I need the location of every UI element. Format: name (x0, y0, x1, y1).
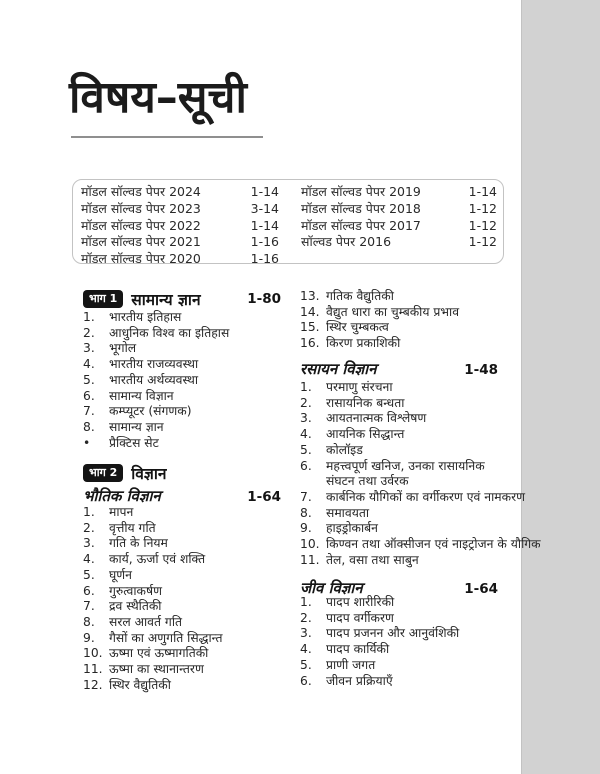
toc-item-number: 1. (300, 595, 312, 609)
toc-item-text: जीवन प्रक्रियाएँ (326, 673, 393, 688)
toc-item-text: तेल, वसा तथा साबुन (326, 552, 419, 567)
toc-item-number: 4. (83, 357, 95, 372)
toc-item (83, 357, 281, 373)
solved-paper-pages: 1-14 (250, 184, 279, 199)
toc-item-number: 11. (300, 552, 320, 567)
toc-item-number: 3. (83, 341, 95, 356)
toc-item-number: 2. (83, 325, 95, 340)
toc-item (83, 326, 281, 342)
toc-item (300, 595, 510, 611)
toc-item-number: 3. (300, 626, 312, 641)
toc-item (83, 420, 281, 436)
toc-item (300, 642, 510, 658)
toc-item-text: गैसों का अणुगति सिद्धान्त (109, 630, 223, 645)
toc-item-text: गतिक वैद्युतिकी (326, 289, 394, 303)
solved-paper-pages: 1-14 (468, 184, 497, 199)
content-column-left (83, 0, 281, 774)
toc-item-text: किरण प्रकाशिकी (326, 336, 401, 351)
toc-item-text: ऊष्मा का स्थानान्तरण (109, 662, 204, 677)
toc-item (300, 506, 510, 522)
toc-item (83, 310, 281, 326)
toc-item-text: सरल आवर्त गति (109, 614, 183, 629)
toc-item (83, 373, 281, 389)
toc-item (83, 552, 281, 568)
toc-item-number: 9. (83, 630, 95, 645)
toc-item (83, 505, 281, 521)
toc-item (83, 631, 281, 647)
toc-item-number: 1. (300, 380, 312, 394)
biology-title: जीव विज्ञान (300, 579, 363, 597)
toc-item-number: 1. (83, 310, 95, 324)
solved-paper-label: मॉडल सॉल्वड पेपर 2024 (81, 184, 201, 199)
toc-item-number: 1. (83, 505, 95, 519)
biology-list (300, 595, 510, 689)
part1-title: सामान्य ज्ञान (131, 291, 201, 309)
toc-item-text: आयतनात्मक विश्लेषण (326, 411, 427, 426)
toc-item (83, 568, 281, 584)
solved-paper-pages: 1-14 (250, 217, 279, 233)
part1-heading (83, 288, 281, 310)
toc-item-text: कम्प्यूटर (संगणक) (109, 404, 192, 419)
toc-item-text: स्थिर चुम्बकत्व (326, 320, 389, 335)
toc-item-text: परमाणु संरचना (326, 380, 393, 394)
solved-paper-pages: 1-16 (250, 234, 279, 250)
toc-item-number: 3. (83, 536, 95, 551)
chemistry-heading (300, 359, 510, 379)
toc-item-text: भारतीय इतिहास (109, 310, 182, 324)
toc-item (83, 599, 281, 615)
toc-item (83, 436, 281, 452)
toc-item-number: 5. (83, 567, 95, 582)
toc-item-text: समावयता (326, 505, 370, 520)
toc-item (300, 611, 510, 627)
toc-item (300, 658, 510, 674)
toc-item-text: आधुनिक विश्व का इतिहास (109, 325, 230, 340)
toc-item-number: 16. (300, 336, 320, 351)
solved-paper-label: सॉल्वड पेपर 2016 (301, 234, 392, 250)
toc-item (300, 489, 526, 506)
biology-page-range: 1-64 (464, 581, 498, 597)
toc-item-number: 5. (300, 657, 312, 672)
toc-item-text: किण्वन तथा ऑक्सीजन एवं नाइट्रोजन के यौगिक (326, 537, 541, 552)
solved-paper-label: मॉडल सॉल्वड पेपर 2019 (301, 184, 421, 199)
toc-item-number: 7. (83, 599, 95, 614)
toc-item-number: 4. (83, 552, 95, 567)
chemistry-title: रसायन विज्ञान (300, 360, 377, 378)
toc-item-text: सामान्य ज्ञान (109, 419, 164, 434)
toc-item (300, 626, 510, 642)
toc-item (300, 336, 510, 352)
toc-item (300, 396, 510, 412)
part2-badge: भाग 2 (83, 464, 123, 482)
toc-item-number: 11. (83, 662, 103, 677)
toc-item-text: महत्त्वपूर्ण खनिज, उनका रासायनिक (326, 458, 485, 473)
solved-paper-label: मॉडल सॉल्वड पेपर 2021 (81, 234, 201, 250)
toc-item-number: 15. (300, 320, 320, 335)
solved-paper-label: मॉडल सॉल्वड पेपर 2018 (301, 200, 421, 216)
toc-item (300, 674, 510, 690)
toc-item-text: मापन (109, 505, 134, 519)
toc-item-text: पादप कार्यिकी (326, 642, 390, 657)
toc-item-text: भूगोल (109, 341, 137, 356)
toc-item (83, 521, 281, 537)
toc-item (83, 646, 281, 662)
toc-item-text: पादप प्रजनन और आनुवंशिकी (326, 626, 460, 641)
part2-heading (83, 462, 281, 484)
physics-list-part1 (83, 505, 281, 693)
toc-item-number: 5. (300, 442, 312, 457)
toc-item (300, 289, 510, 305)
toc-item (300, 305, 510, 321)
toc-item-text: गति के नियम (109, 536, 168, 551)
solved-paper-label: मॉडल सॉल्वड पेपर 2023 (81, 200, 201, 216)
toc-item-text: पादप वर्गीकरण (326, 610, 394, 625)
toc-item-text: घूर्णन (109, 567, 132, 582)
toc-item (83, 678, 281, 694)
solved-paper-pages: 1-12 (468, 217, 497, 233)
toc-item (83, 404, 281, 420)
part1-page-range: 1-80 (247, 291, 281, 307)
toc-item (300, 427, 510, 443)
toc-item-number: 7. (300, 489, 312, 504)
toc-item-text: पादप शारीरिकी (326, 595, 395, 609)
toc-item (300, 459, 510, 490)
toc-item-number: 10. (300, 537, 320, 552)
toc-item-text: कोलॉइड (326, 442, 363, 457)
physics-heading (83, 486, 281, 506)
toc-item-text: रासायनिक बन्धता (326, 395, 405, 410)
toc-item (300, 443, 510, 459)
toc-item-number: 6. (83, 388, 95, 403)
toc-item (83, 341, 281, 357)
physics-title: भौतिक विज्ञान (83, 487, 161, 505)
toc-item-number: 3. (300, 411, 312, 426)
toc-item (300, 320, 510, 336)
toc-item-number: 6. (300, 673, 312, 688)
toc-item (300, 553, 510, 569)
part1-list (83, 310, 281, 451)
toc-item-text: गुरुत्वाकर्षण (109, 583, 162, 598)
content-column-right (300, 0, 541, 774)
toc-item-number: 10. (83, 646, 103, 661)
toc-item-number: • (83, 435, 91, 450)
toc-item-number: 14. (300, 304, 320, 319)
solved-paper-label: मॉडल सॉल्वड पेपर 2020 (81, 251, 201, 267)
toc-item (300, 537, 541, 553)
physics-page-range: 1-64 (247, 489, 281, 505)
part1-badge: भाग 1 (83, 290, 123, 308)
toc-item-text: प्राणी जगत (326, 657, 376, 672)
toc-item-number: 8. (300, 505, 312, 520)
solved-paper-pages: 1-12 (468, 234, 497, 250)
solved-paper-label: मॉडल सॉल्वड पेपर 2017 (301, 217, 421, 233)
solved-paper-pages: 1-12 (468, 200, 497, 216)
solved-paper-pages: 1-16 (250, 251, 279, 267)
toc-item-number: 8. (83, 614, 95, 629)
toc-item-text-line2: संघटन तथा उर्वरक (326, 474, 409, 489)
page-title: विषय–सूची (69, 72, 247, 123)
toc-item (83, 389, 281, 405)
toc-item-number: 2. (300, 610, 312, 625)
toc-item-text: द्रव स्थैतिकी (109, 599, 162, 614)
toc-item-text: कार्य, ऊर्जा एवं शक्ति (109, 552, 206, 567)
toc-item-text: प्रैक्टिस सेट (109, 435, 159, 450)
toc-item-number: 6. (83, 583, 95, 598)
solved-paper-pages: 3-14 (250, 200, 279, 216)
toc-item-number: 13. (300, 289, 320, 303)
toc-item-number: 4. (300, 427, 312, 442)
solved-paper-label: मॉडल सॉल्वड पेपर 2022 (81, 217, 201, 233)
toc-item-number: 8. (83, 419, 95, 434)
toc-item-text: कार्बनिक यौगिकों का वर्गीकरण एवं नामकरण (326, 489, 526, 504)
toc-item-text: स्थिर वैद्युतिकी (109, 677, 171, 692)
toc-item-number: 6. (300, 458, 312, 473)
toc-item (300, 380, 510, 396)
toc-item-number: 2. (300, 395, 312, 410)
toc-item-text: भारतीय अर्थव्यवस्था (109, 372, 199, 387)
toc-item-number: 4. (300, 642, 312, 657)
toc-item-number: 2. (83, 520, 95, 535)
toc-item-text: सामान्य विज्ञान (109, 388, 174, 403)
toc-item (83, 584, 281, 600)
part2-title: विज्ञान (131, 465, 167, 483)
toc-item-text: आयनिक सिद्धान्त (326, 427, 405, 442)
toc-item-number: 9. (300, 521, 312, 536)
toc-item (83, 662, 281, 678)
toc-item-number: 12. (83, 677, 103, 692)
toc-item (300, 521, 510, 537)
toc-item-text: भारतीय राजव्यवस्था (109, 357, 199, 372)
chemistry-list (300, 380, 541, 568)
chemistry-page-range: 1-48 (464, 362, 498, 378)
toc-item-number: 5. (83, 372, 95, 387)
toc-item-text: हाइड्रोकार्बन (326, 521, 378, 536)
toc-item (83, 615, 281, 631)
toc-item-text: ऊष्मा एवं ऊष्मागतिकी (109, 646, 209, 661)
toc-item (83, 536, 281, 552)
toc-item (300, 411, 510, 427)
toc-item-number: 7. (83, 404, 95, 419)
physics-list-part2 (300, 289, 510, 352)
toc-item-text: वृत्तीय गति (109, 520, 156, 535)
toc-item-text: वैद्युत धारा का चुम्बकीय प्रभाव (326, 304, 460, 319)
